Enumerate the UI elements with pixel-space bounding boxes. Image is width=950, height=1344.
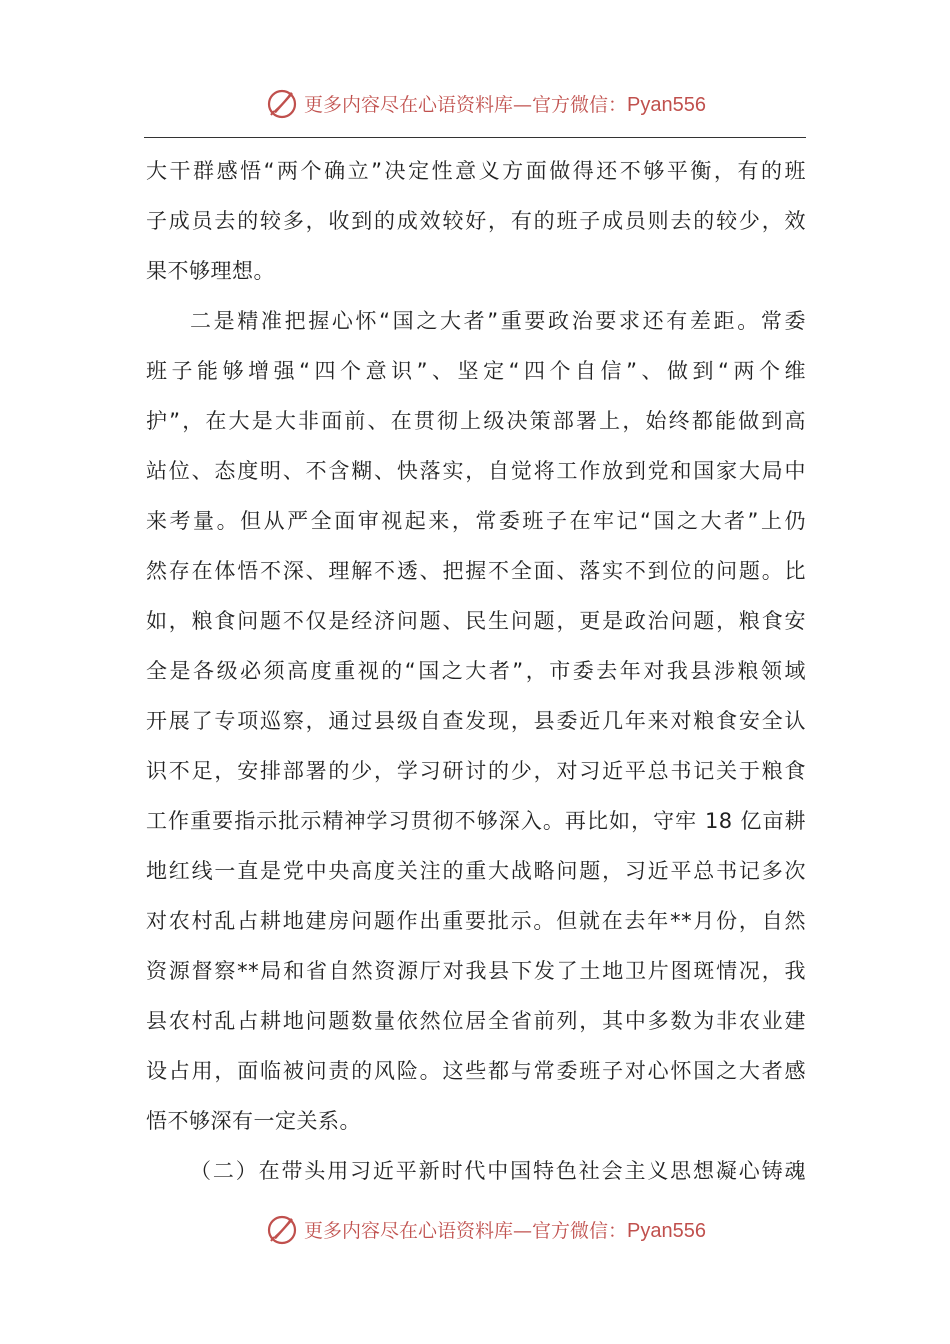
paragraph-line: 县农村乱占耕地问题数量依然位居全省前列，其中多数为非农业建 bbox=[146, 1009, 806, 1033]
paragraph-line: 悟不够深有一定关系。 bbox=[146, 1109, 361, 1133]
paragraph-line: 资源督察**局和省自然资源厅对我县下发了土地卫片图斑情况，我 bbox=[146, 959, 806, 983]
paragraph-line: 对农村乱占耕地建房问题作出重要批示。但就在去年**月份，自然 bbox=[146, 909, 806, 933]
footer-watermark-text: 更多内容尽在心语资料库—官方微信：Pyan556 bbox=[304, 1219, 706, 1242]
paragraph-line: 开展了专项巡察，通过县级自查发现，县委近几年来对粮食安全认 bbox=[146, 709, 806, 733]
footer-watermark-handle: Pyan556 bbox=[627, 1219, 706, 1242]
quill-logo-icon bbox=[264, 1211, 300, 1247]
header-watermark-inner bbox=[264, 85, 706, 121]
header-watermark-handle: Pyan556 bbox=[627, 93, 706, 116]
paragraph-line: 护”，在大是大非面前、在贯彻上级决策部署上，始终都能做到高 bbox=[146, 409, 806, 433]
footer-watermark-banner bbox=[0, 1209, 950, 1249]
document-body bbox=[146, 146, 806, 1196]
quill-logo-icon bbox=[264, 85, 300, 121]
paragraph-line: 来考量。但从严全面审视起来，常委班子在牢记“国之大者”上仍 bbox=[146, 509, 806, 533]
header-rule bbox=[144, 137, 806, 138]
footer-watermark-inner bbox=[264, 1211, 706, 1247]
paragraph-line: 如，粮食问题不仅是经济问题、民生问题，更是政治问题，粮食安 bbox=[146, 609, 806, 633]
header-watermark-text: 更多内容尽在心语资料库—官方微信：Pyan556 bbox=[304, 93, 706, 116]
paragraph-line: 班子能够增强“四个意识”、坚定“四个自信”、做到“两个维 bbox=[146, 359, 806, 383]
paragraph-line: 子成员去的较多，收到的成效较好，有的班子成员则去的较少，效 bbox=[146, 209, 806, 233]
paragraph-line: 站位、态度明、不含糊、快落实，自觉将工作放到党和国家大局中 bbox=[146, 459, 806, 483]
header-watermark-banner bbox=[0, 83, 950, 123]
paragraph-line: 设占用，面临被问责的风险。这些都与常委班子对心怀国之大者感 bbox=[146, 1059, 806, 1083]
paragraph-line: 地红线一直是党中央高度关注的重大战略问题，习近平总书记多次 bbox=[146, 859, 806, 883]
paragraph-line: 二是精准把握心怀“国之大者”重要政治要求还有差距。常委 bbox=[190, 309, 806, 333]
paragraph-line: 然存在体悟不深、理解不透、把握不全面、落实不到位的问题。比 bbox=[146, 559, 806, 583]
paragraph-line: 识不足，安排部署的少，学习研讨的少，对习近平总书记关于粮食 bbox=[146, 759, 806, 783]
paragraph-line: （二）在带头用习近平新时代中国特色社会主义思想凝心铸魂 bbox=[190, 1159, 806, 1183]
paragraph-line: 果不够理想。 bbox=[146, 259, 275, 283]
paragraph-line: 工作重要指示批示精神学习贯彻不够深入。再比如，守牢 18 亿亩耕 bbox=[146, 809, 806, 833]
paragraph-line: 大干群感悟“两个确立”决定性意义方面做得还不够平衡，有的班 bbox=[146, 159, 806, 183]
paragraph-line: 全是各级必须高度重视的“国之大者”，市委去年对我县涉粮领域 bbox=[146, 659, 806, 683]
